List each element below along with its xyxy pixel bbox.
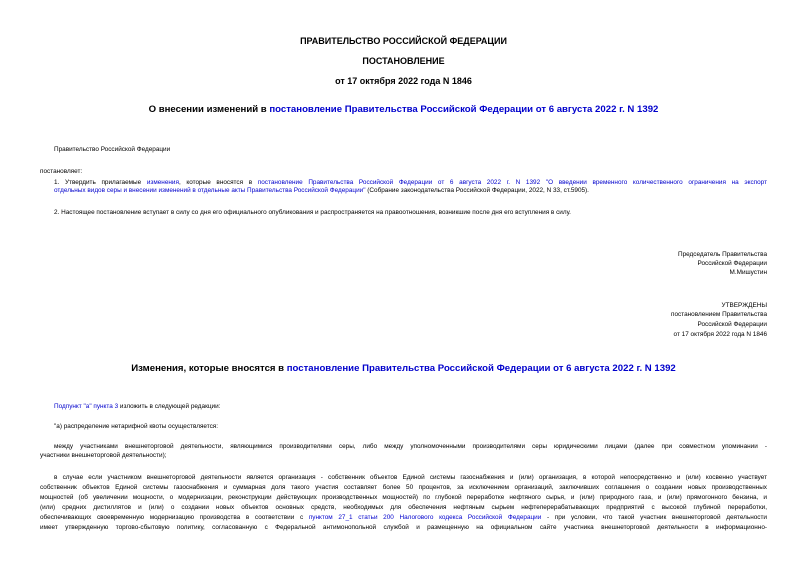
para-2: 2. Настоящее постановление вступает в силу со дня его официального опубликования и распространяется на правоотношения, возникшие после дня его вступления в силу. <box>54 209 571 216</box>
change-4-line-5-b: - при условии, что такой участник внешнеторговой деятельности <box>541 514 767 521</box>
para-1-text-a: 1. Утвердить прилагаемые <box>54 179 147 186</box>
changes-title-prefix: Изменения, которые вносятся в <box>131 363 287 374</box>
org-name: ПРАВИТЕЛЬСТВО РОССИЙСКОЙ ФЕДЕРАЦИИ <box>300 36 507 46</box>
approved-line-2: постановлением Правительства <box>671 311 767 318</box>
change-3-line-2: участники внешнеторговой деятельности); <box>40 452 167 459</box>
signature-name: М.Мишустин <box>729 269 767 276</box>
change-4-line-6: имеет утвержденную торгово-сбытовую политику, согласованную с Федеральной антимонопольной службой и размещенную на официальном сайте участника внешнеторговой деятельности в информационно- <box>40 524 767 531</box>
approved-line-4: от 17 октября 2022 года N 1846 <box>673 331 767 338</box>
doc-title-link[interactable]: постановление Правительства Российской Федерации от 6 августа 2022 г. N 1392 <box>269 104 659 115</box>
change-4-line-5 <box>40 514 767 522</box>
link-subpoint-a[interactable]: Подпункт "а" пункта 3 <box>54 403 119 410</box>
approved-label: УТВЕРЖДЕНЫ <box>721 302 767 309</box>
change-4-line-5-a: обеспечивающих своевременную модернизацию производства в соответствии с <box>40 514 309 521</box>
change-4-line-2: собственник объектов Единой системы газоснабжения и суммарная доля такого участия составляет более 50 процентов, за исключением организаций, заключивших соглашения о создании новых производственных <box>40 484 767 491</box>
approved-line-3: Российской Федерации <box>697 321 767 328</box>
change-1 <box>54 403 220 411</box>
link-decree-1392[interactable]: постановление Правительства Российской Федерации от 6 августа 2022 г. N 1392 "О введении временного количественного ограничения на экспорт <box>257 179 768 186</box>
doc-date-number: от 17 октября 2022 года N 1846 <box>335 76 472 86</box>
change-4-line-1: в случае если участником внешнеторговой деятельности является организация - собственник объектов Единой системы газоснабжения и (или) организация, в которой непосредственно и (или) косвенно участвует <box>54 474 767 481</box>
change-2: "а) распределение нетарифной квоты осуществляется: <box>54 423 219 430</box>
signature-title: Председатель Правительства <box>678 251 767 258</box>
change-1-text: изложить в следующей редакции: <box>118 403 221 410</box>
link-changes[interactable]: изменения <box>146 179 179 186</box>
para-1-line-2 <box>54 187 589 195</box>
decree-word: постановляет: <box>40 168 83 175</box>
doc-title-prefix: О внесении изменений в <box>148 104 270 115</box>
para-1-text-b: , которые вносятся в <box>178 179 258 186</box>
change-4-line-3: мощностей (об увеличении мощности, о модернизации, реконструкции действующих производственных мощностей) по глубокой переработке нефтяного сырья, и (или) природного газа, и (или) прямогонного бензина, и <box>40 494 767 501</box>
change-3-line-1: между участниками внешнеторговой деятельности, являющимися производителями серы, либо между уполномоченными производителями серы юридическими лицами (далее при совместном упоминании - <box>54 443 767 450</box>
changes-title <box>0 363 807 374</box>
link-tax-code[interactable]: пунктом 27_1 статьи 200 Налогового кодекса Российской Федерации <box>308 514 542 521</box>
doc-title <box>0 104 807 115</box>
gov-name: Правительство Российской Федерации <box>54 146 171 153</box>
changes-title-link[interactable]: постановление Правительства Российской Федерации от 6 августа 2022 г. N 1392 <box>286 363 676 374</box>
para-1-line-1 <box>54 179 767 187</box>
para-1-source: (Собрание законодательства Российской Федерации, 2022, N 33, ст.5905). <box>365 187 589 194</box>
signature-country: Российской Федерации <box>697 260 767 267</box>
link-decree-1392-cont[interactable]: отдельных видов серы и внесении изменений в отдельные акты Правительства Российской Федерации" <box>54 187 366 194</box>
change-4-line-4: (или) средних дистиллятов и (или) о создании новых объектов основных средств, необходимых для обеспечения нефтяным сырьем нефтеперерабатывающих предприятий с высокой глубиной переработки, <box>40 504 767 511</box>
doc-type: ПОСТАНОВЛЕНИЕ <box>362 56 445 66</box>
